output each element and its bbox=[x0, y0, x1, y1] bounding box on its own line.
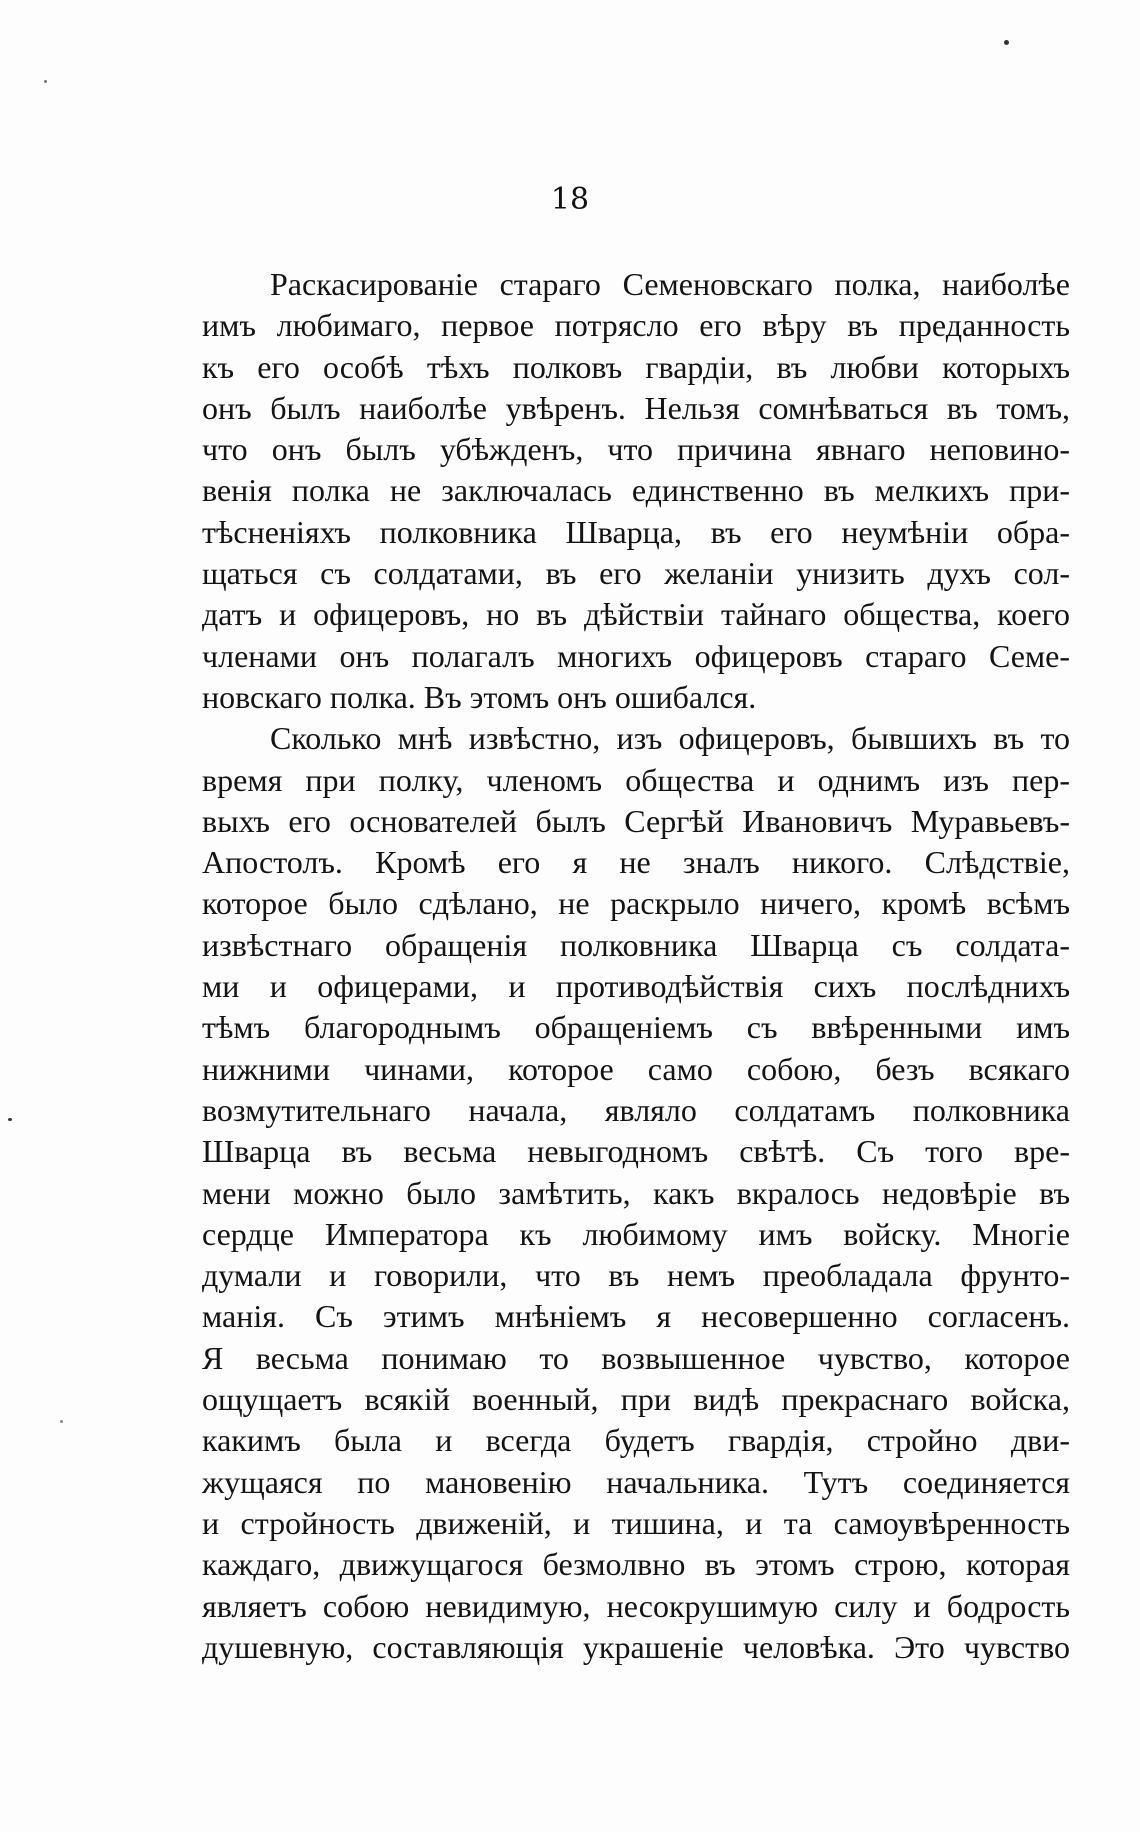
text-line: сердце Императора къ любимому имъ войску. Многіе bbox=[202, 1215, 1070, 1252]
text-line: Шварца въ весьма невыгодномъ свѣтѣ. Съ того вре- bbox=[202, 1133, 1070, 1170]
text-line: членами онъ полагалъ многихъ офицеровъ стараго Семе- bbox=[202, 637, 1070, 674]
text-line: тѣмъ благороднымъ обращеніемъ съ ввѣренными имъ bbox=[202, 1009, 1070, 1046]
text-line: и стройность движеній, и тишина, и та самоувѣренность bbox=[202, 1504, 1070, 1541]
text-line: каждаго, движущагося безмолвно въ этомъ строю, которая bbox=[202, 1546, 1070, 1583]
text-line: которое было сдѣлано, не раскрыло ничего, кромѣ всѣмъ bbox=[202, 885, 1070, 922]
text-line: къ его особѣ тѣхъ полковъ гвардіи, въ любви которыхъ bbox=[202, 348, 1070, 385]
text-line: Апостолъ. Кромѣ его я не зналъ никого. Слѣдствіе, bbox=[202, 844, 1070, 881]
text-line: мени можно было замѣтить, какъ вкралось недовѣріе въ bbox=[202, 1174, 1070, 1211]
paragraph-2 bbox=[202, 718, 1070, 1668]
scan-speck bbox=[1004, 40, 1009, 45]
text-line: манія. Съ этимъ мнѣніемъ я несовершенно согласенъ. bbox=[202, 1298, 1070, 1335]
text-line: Сколько мнѣ извѣстно, изъ офицеровъ, бывшихъ въ то bbox=[270, 720, 1070, 757]
text-line: датъ и офицеровъ, но въ дѣйствіи тайнаго общества, коего bbox=[202, 596, 1070, 633]
text-line: Раскасированіе стараго Семеновскаго полка, наиболѣе bbox=[270, 266, 1070, 302]
text-line: время при полку, членомъ общества и однимъ изъ пер- bbox=[202, 761, 1070, 798]
text-line: думали и говорили, что въ немъ преобладала фрунто- bbox=[202, 1257, 1070, 1294]
paragraph-1 bbox=[202, 264, 1070, 718]
text-line: жущаяся по мановенію начальника. Тутъ соединяется bbox=[202, 1463, 1070, 1500]
text-line: душевную, составляющія украшеніе человѣка. Это чувство bbox=[202, 1628, 1070, 1665]
scan-speck bbox=[44, 80, 47, 83]
text-line: Я весьма понимаю то возвышенное чувство, которое bbox=[202, 1339, 1070, 1376]
text-line: нижними чинами, которое само собою, безъ всякаго bbox=[202, 1050, 1070, 1087]
text-line: что онъ былъ убѣжденъ, что причина явнаго неповино- bbox=[202, 431, 1070, 468]
text-line: тѣсненіяхъ полковника Шварца, въ его неумѣніи обра- bbox=[202, 513, 1070, 550]
text-line: имъ любимаго, первое потрясло его вѣру въ преданность bbox=[202, 307, 1070, 344]
text-line: венія полка не заключалась единственно въ мелкихъ при- bbox=[202, 472, 1070, 509]
text-line: извѣстнаго обращенія полковника Шварца съ солдата- bbox=[202, 926, 1070, 963]
body-text bbox=[202, 264, 1070, 1668]
text-line: являетъ собою невидимую, несокрушимую силу и бодрость bbox=[202, 1587, 1070, 1624]
page-number: 18 bbox=[550, 182, 590, 217]
text-line: возмутительнаго начала, являло солдатамъ полковника bbox=[202, 1091, 1070, 1128]
text-line: какимъ была и всегда будетъ гвардія, стройно дви- bbox=[202, 1422, 1070, 1459]
scan-speck bbox=[60, 1420, 63, 1423]
text-line: ми и офицерами, и противодѣйствія сихъ послѣднихъ bbox=[202, 968, 1070, 1005]
scan-speck bbox=[8, 1118, 12, 1121]
text-line: новскаго полка. Въ этомъ онъ ошибался. bbox=[202, 678, 757, 715]
text-line: выхъ его основателей былъ Сергѣй Ивановичъ Муравьевъ- bbox=[202, 802, 1070, 839]
text-line: ощущаетъ всякій военный, при видѣ прекраснаго войска, bbox=[202, 1381, 1070, 1418]
text-line: онъ былъ наиболѣе увѣренъ. Нельзя сомнѣваться въ томъ, bbox=[202, 389, 1070, 426]
text-line: щаться съ солдатами, въ его желаніи унизить духъ сол- bbox=[202, 555, 1070, 592]
